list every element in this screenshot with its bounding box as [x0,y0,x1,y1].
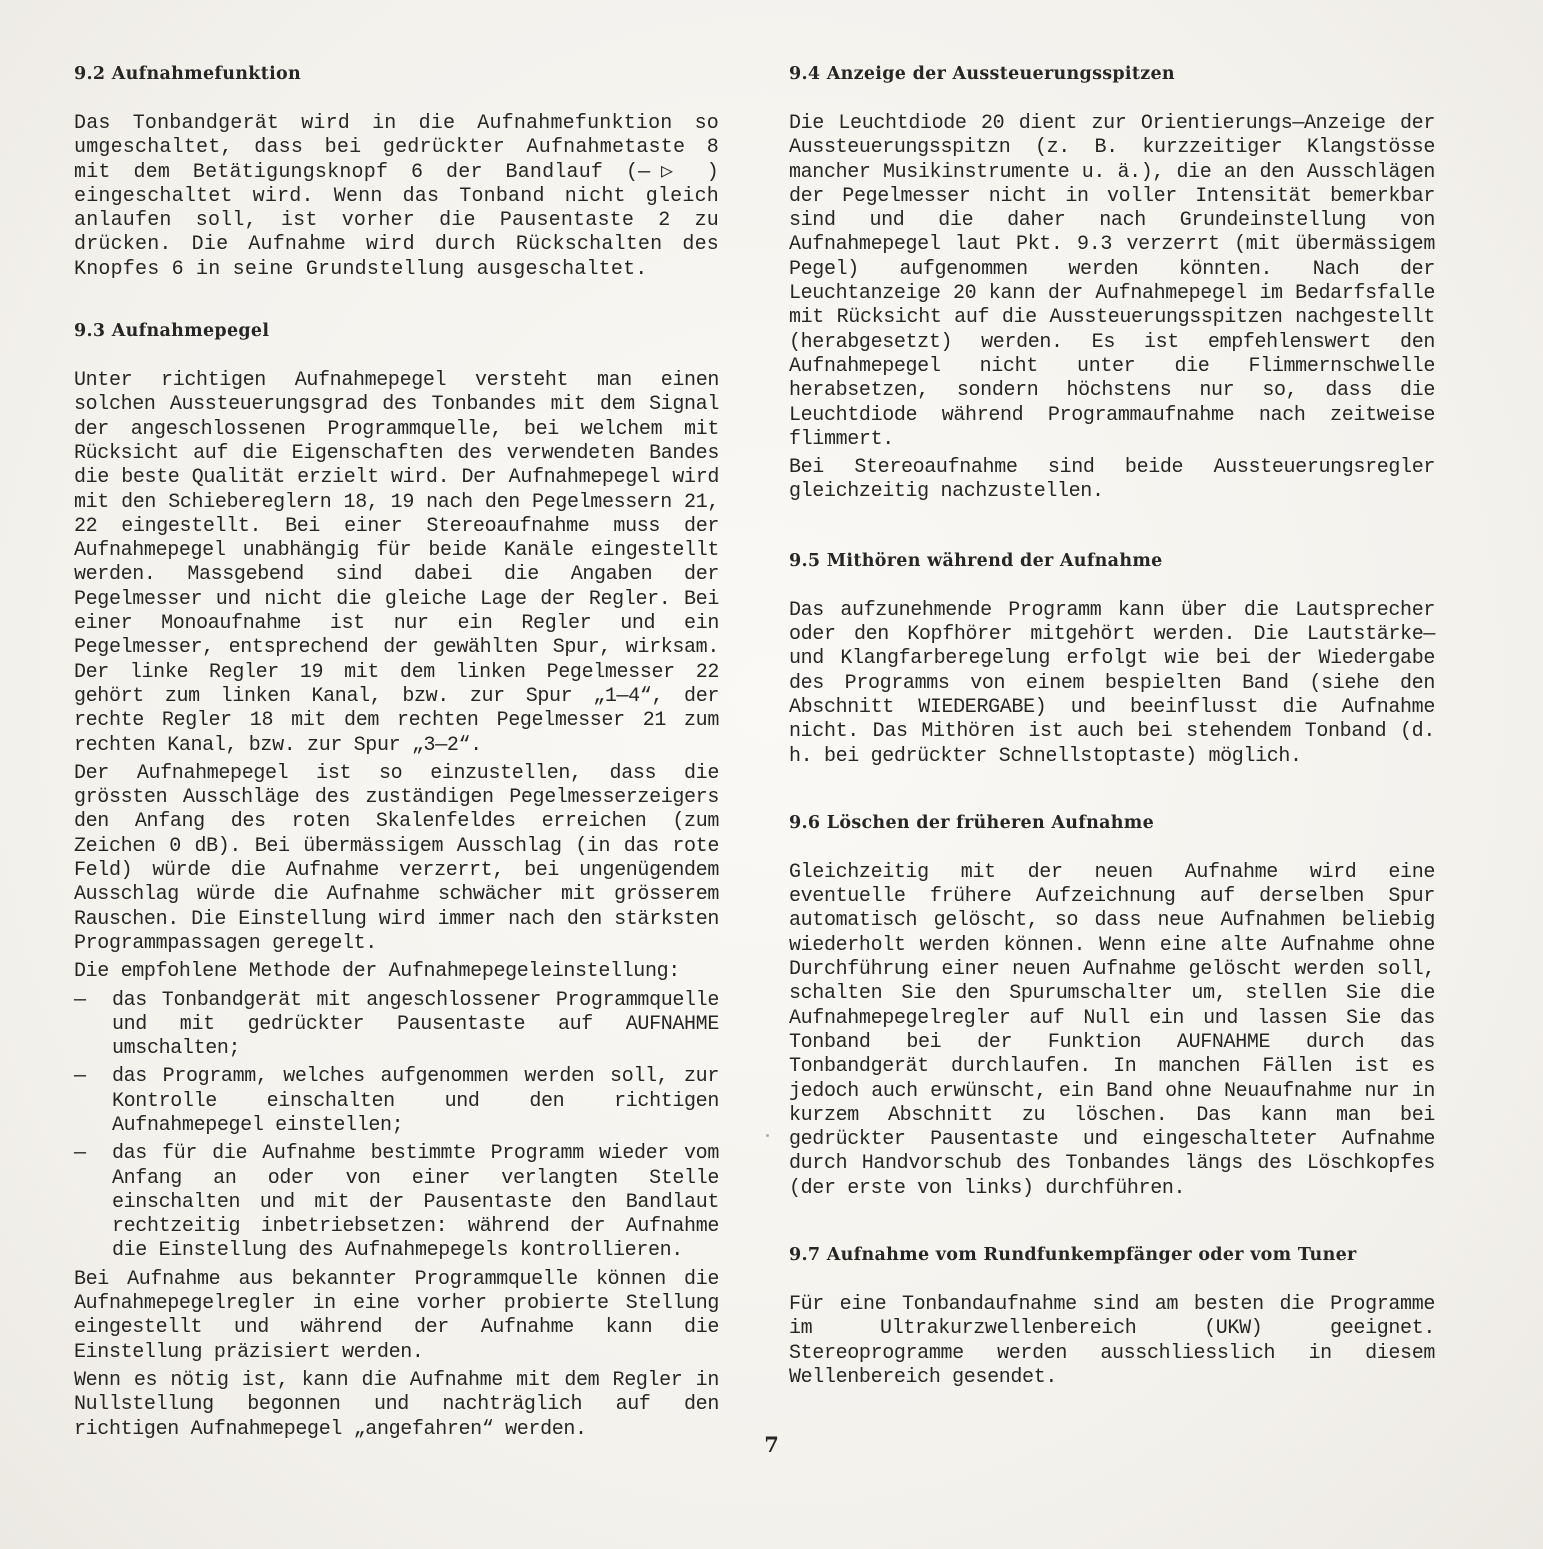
section-heading: 9.7 Aufnahme vom Rundfunkempfänger oder vom Tuner [789,1244,1357,1265]
paragraph: Der Aufnahmepegel ist so einzustellen, dass die grössten Ausschläge des zuständigen Pegelmesserzeigers den Anfang des roten Skalenfeldes erreichen (zum Zeichen 0 dB). Bei übermässigem Ausschlag (in das rote Feld) würde die Aufnahme verzerrt, bei ungenügendem Ausschlag würde die Aufnahme schwächer mit grösserem Rauschen. Die Einstellung wird immer nach den stärksten Programmpassagen geregelt. [74,761,719,955]
left-column [74,62,719,1446]
list-item [74,1142,719,1263]
paragraph: Die empfohlene Methode der Aufnahmepegeleinstellung: [74,960,680,984]
section-heading: 9.2 Aufnahmefunktion [74,64,302,84]
list-item [74,1065,719,1138]
section-9-7 [789,1243,1435,1390]
paragraph: Das aufzunehmende Programm kann über die Lautsprecher oder den Kopfhörer mitgehört werden. Die Lautstärke— und Klangfarberegelung erfolgt wie bei der Wiedergabe des Programms von einem bespielten Band (siehe den Abschnitt WIEDERGABE) und beeinflusst die Aufnahme nicht. Das Mithören ist auch bei stehendem Tonband (d. h. bei gedrückter Schnellstoptaste) möglich. [789,598,1435,768]
section-9-5 [789,549,1435,769]
dash-bullet: — [74,1142,86,1166]
section-9-6 [789,811,1435,1201]
paragraph: Die Leuchtdiode 20 dient zur Orientierungs—Anzeige der Aussteuerungsspitzn (z. B. kurzzeitiger Klangstösse mancher Musikinstrumente u. ä.), die an den Ausschlägen der Pegelmesser nicht in voller Intensität bemerkbar sind und die daher nach Grundeinstellung von Aufnahmepegel laut Pkt. 9.3 verzerrt (mit übermässigem Pegel) aufgenommen werden könnten. Nach der Leuchtanzeige 20 kann der Aufnahmepegel im Bedarfsfalle mit Rücksicht auf die Aussteuerungsspitzen nachgestellt (herabgesetzt) werden. Es ist empfehlenswert den Aufnahmepegel nicht unter die Flimmernschwelle herabsetzen, sondern höchstens nur so, dass die Leuchtdiode während Programmaufnahme nach zeitweise flimmert. [789,112,1435,451]
list-item-text: das Tonbandgerät mit angeschlossener Programmquelle und mit gedrückter Pausentaste auf AUFNAHME umschalten; [112,988,719,1061]
fold-mark [766,1134,769,1137]
paragraph: Das Tonbandgerät wird in die Aufnahmefunktion so umgeschaltet, dass bei gedrückter Aufnahmetaste 8 mit dem Betätigungsknopf 6 der Bandlauf (—▷ ) eingeschaltet wird. Wenn das Tonband nicht gleich anlaufen soll, ist vorher die Pausentaste 2 zu drücken. Die Aufnahme wird durch Rückschalten des Knopfes 6 in seine Grundstellung ausgeschaltet. [74,112,719,281]
paragraph: Bei Stereoaufnahme sind beide Aussteuerungsregler gleichzeitig nachzustellen. [789,456,1435,504]
list-item-text: das für die Aufnahme bestimmte Programm wieder vom Anfang an oder von einer verlangten Stelle einschalten und mit der Pausentaste den Bandlaut rechtzeitig inbetriebsetzen: während der Aufnahme die Einstellung des Aufnahmepegels kontrollieren. [112,1142,719,1263]
section-9-3 [74,319,719,1442]
section-heading: 9.3 Aufnahmepegel [74,321,270,342]
list-item-text: das Programm, welches aufgenommen werden soll, zur Kontrolle einschalten und den richtigen Aufnahmepegel einstellen; [112,1065,719,1137]
dash-bullet: — [74,988,86,1012]
paragraph: Gleichzeitig mit der neuen Aufnahme wird eine eventuelle frühere Aufzeichnung auf derselben Spur automatisch gelöscht, so dass neue Aufnahmen beliebig wiederholt werden können. Wenn eine alte Aufnahme ohne Durchführung einer neuen Aufnahme gelöscht werden soll, schalten Sie den Spurumschalter um, stellen Sie die Aufnahmepegelregler auf Null ein und lassen Sie das Tonband bei der Funktion AUFNAHME durch das Tonbandgerät durchlaufen. In manchen Fällen ist es jedoch auch erwünscht, ein Band ohne Neuaufnahme nur in kurzem Abschnitt zu löschen. Das kann man bei gedrückter Pausentaste und eingeschalteter Aufnahme durch Handvorschub des Tonbandes längs des Löschkopfes (der erste von links) durchführen. [789,860,1435,1200]
right-column [789,62,1435,1394]
section-heading: 9.4 Anzeige der Aussteuerungsspitzen [789,64,1175,84]
dash-bullet: — [74,1065,86,1089]
list-item [74,989,719,1062]
section-heading: 9.6 Löschen der früheren Aufnahme [789,812,1155,833]
paragraph: Für eine Tonbandaufnahme sind am besten die Programme im Ultrakurzwellenbereich (UKW) geeignet. Stereoprogramme werden ausschliesslich in diesem Wellenbereich gesendet. [789,1292,1435,1389]
section-9-4 [789,62,1435,505]
paragraph: Wenn es nötig ist, kann die Aufnahme mit dem Regler in Nullstellung begonnen und nachträglich auf den richtigen Aufnahmepegel „angefahren“ werden. [74,1368,719,1441]
section-heading: 9.5 Mithören während der Aufnahme [789,550,1163,571]
section-9-2 [74,62,719,282]
page-number: 7 [764,1432,779,1457]
paragraph: Bei Aufnahme aus bekannter Programmquelle können die Aufnahmepegelregler in eine vorher probierte Stellung eingestellt und während der Aufnahme kann die Einstellung präzisiert werden. [74,1267,719,1364]
paragraph: Unter richtigen Aufnahmepegel versteht man einen solchen Aussteuerungsgrad des Tonbandes mit dem Signal der angeschlossenen Programmquelle, bei welchem mit Rücksicht auf die Eigenschaften des verwendeten Bandes die beste Qualität erzielt wird. Der Aufnahmepegel wird mit den Schiebereglern 18, 19 nach den Pegelmessern 21, 22 eingestellt. Bei einer Stereoaufnahme muss der Aufnahmepegel unabhängig für beide Kanäle eingestellt werden. Massgebend sind dabei die Angaben der Pegelmesser und nicht die gleiche Lage der Regler. Bei einer Monoaufnahme ist nur ein Regler und ein Pegelmesser, entsprechend der gewählten Spur, wirksam. Der linke Regler 19 mit dem linken Pegelmesser 22 gehört zum linken Kanal, bzw. zur Spur „1—4“, der rechte Regler 18 mit dem rechten Pegelmesser 21 zum rechten Kanal, bzw. zur Spur „3—2“. [74,369,719,757]
